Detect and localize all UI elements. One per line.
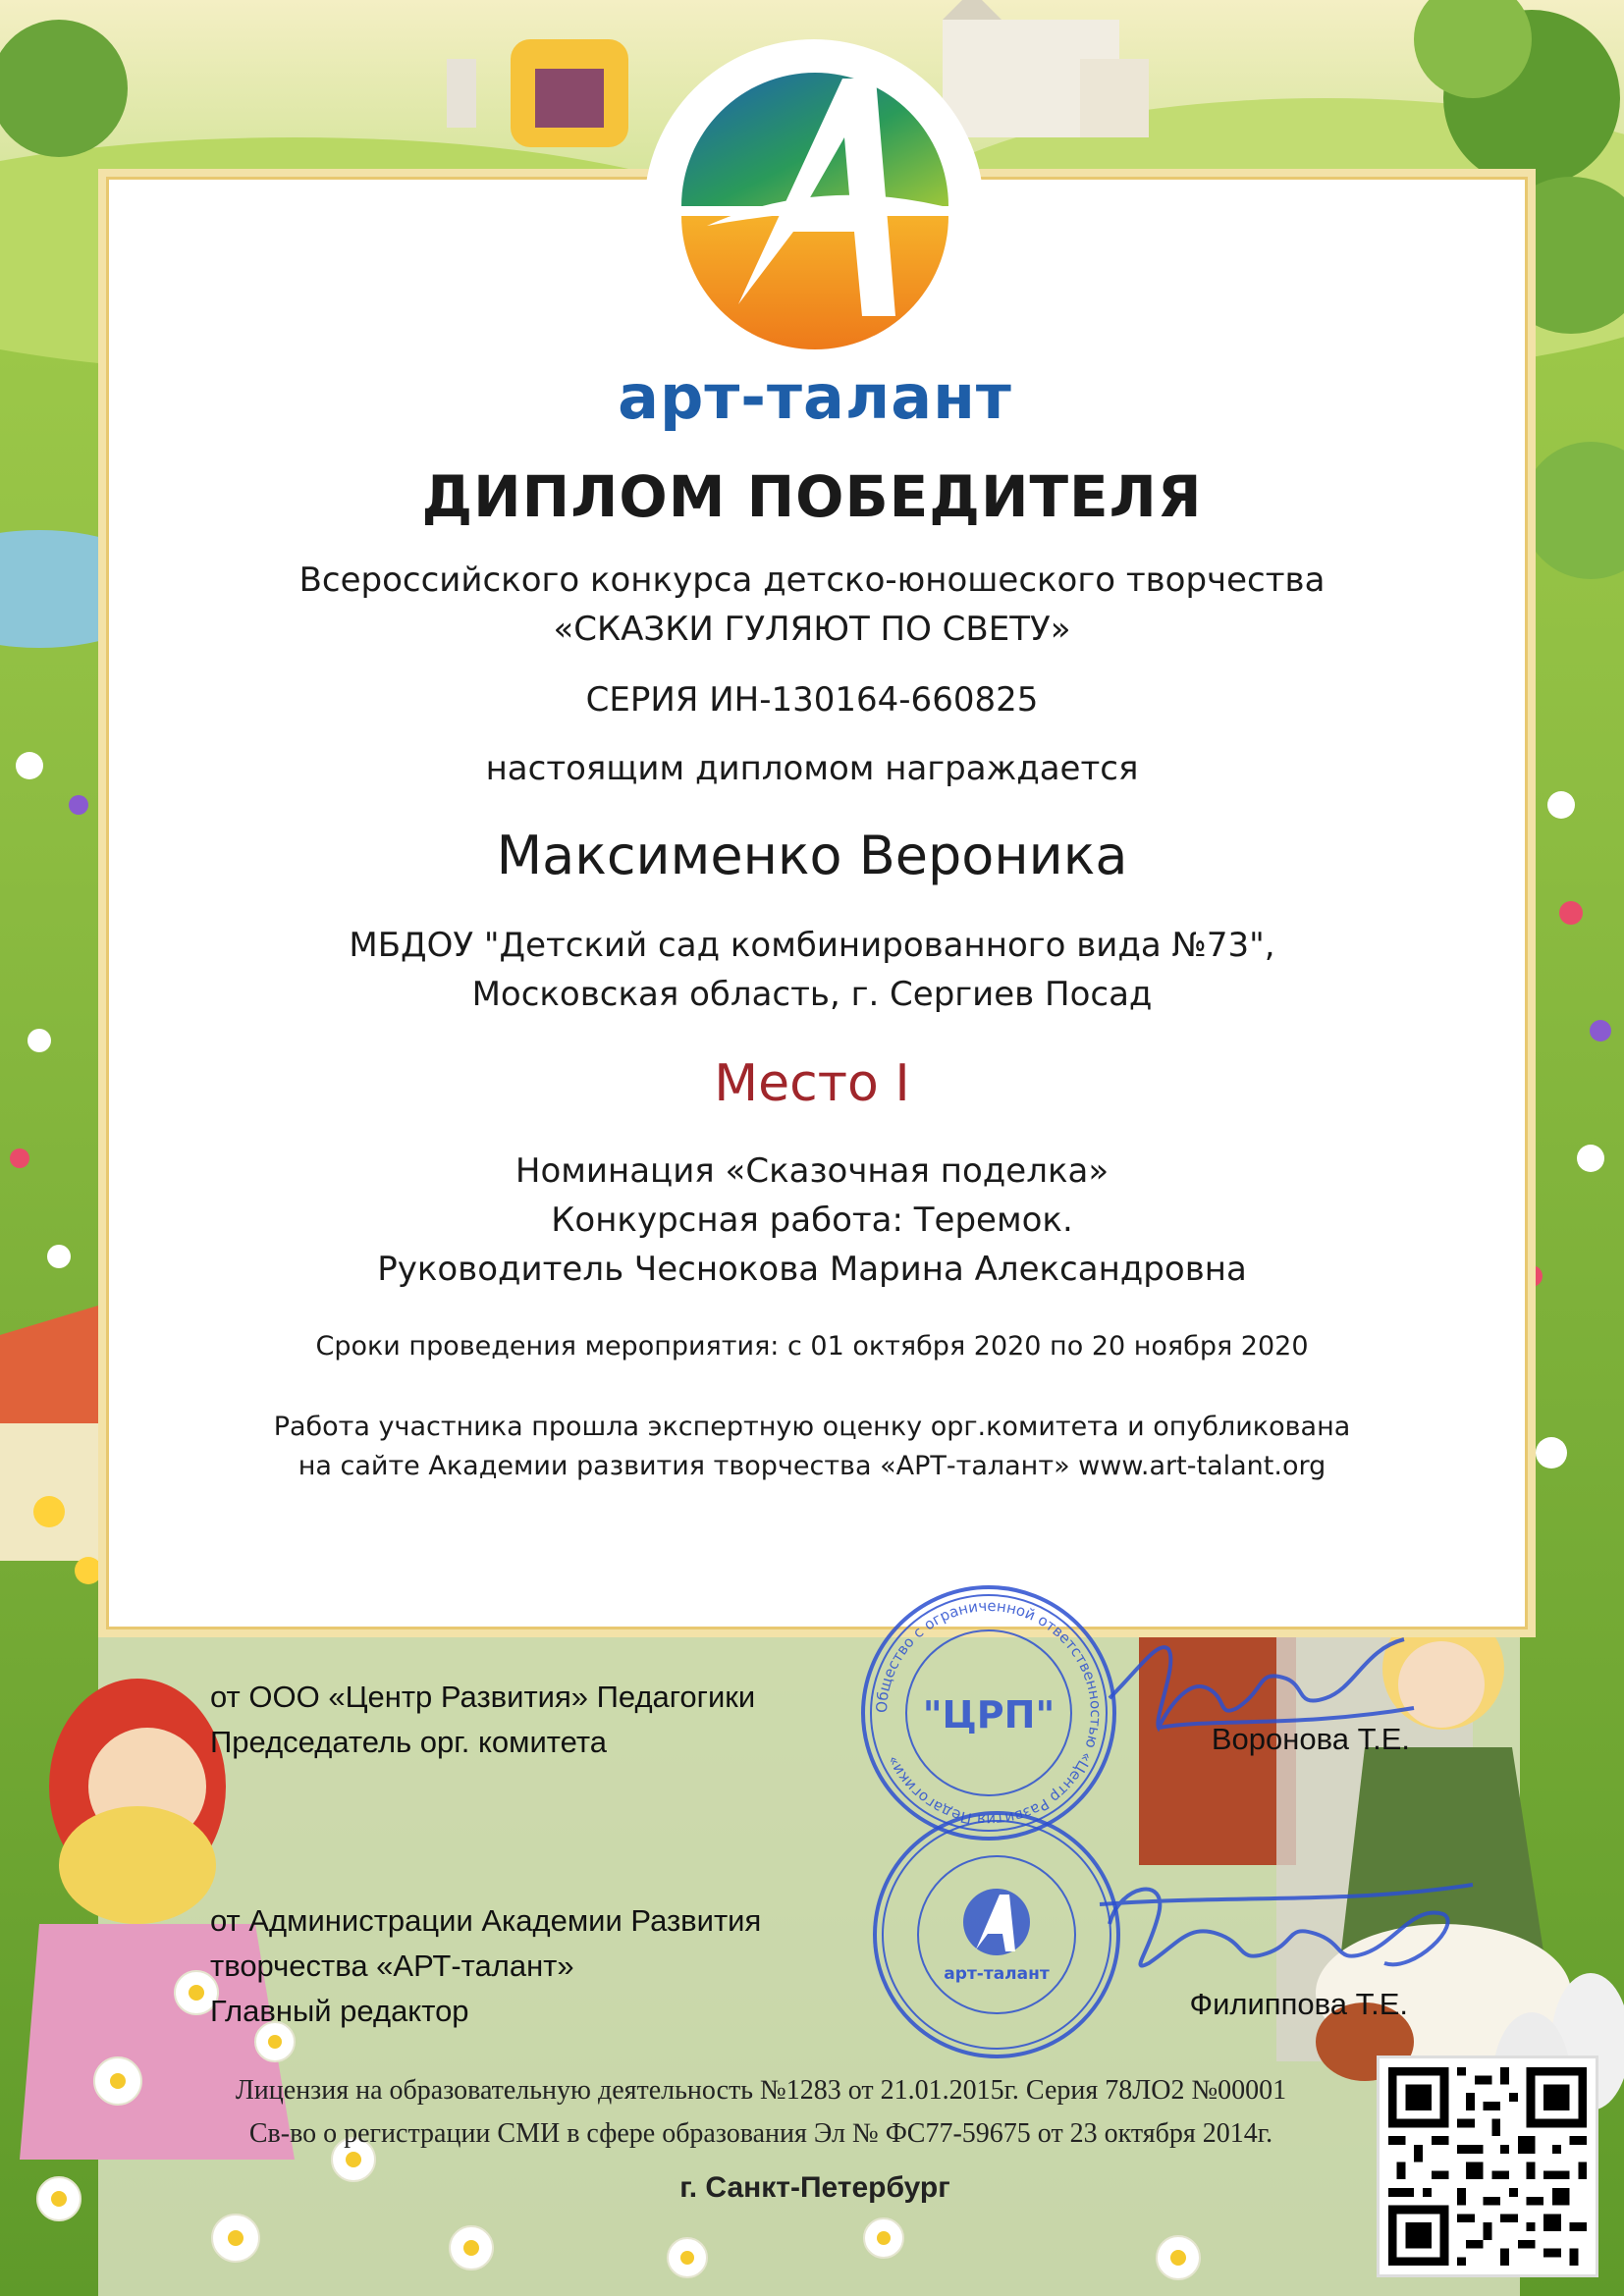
city: г. Санкт-Петербург	[679, 2171, 950, 2204]
awarded-text: настоящим дипломом награждается	[485, 749, 1139, 788]
logo-wordmark: арт-талант	[618, 361, 1012, 433]
signature-scribble-2	[1090, 1865, 1483, 2012]
work-details	[196, 1147, 1428, 1294]
supervisor: Руководитель Чеснокова Марина Александровна	[377, 1250, 1247, 1289]
organization	[196, 921, 1428, 1019]
qr-code[interactable]	[1377, 2056, 1598, 2277]
nomination: Номинация «Сказочная поделка»	[514, 1151, 1110, 1191]
contest-work: Конкурсная работа: Теремок.	[551, 1201, 1073, 1240]
signatory-2-name: Филиппова Т.Е.	[1189, 1987, 1408, 2021]
license-line-1: Лицензия на образовательную деятельность №1283 от 21.01.2015г. Серия 78ЛО2 №00001	[235, 2075, 1287, 2106]
license-line-2: Св-во о регистрации СМИ в сфере образования Эл № ФС77-59675 от 23 октября 2014г.	[248, 2118, 1273, 2149]
organization-line-1: МБДОУ "Детский сад комбинированного вида №73",	[349, 926, 1275, 965]
diploma-title: ДИПЛОМ ПОБЕДИТЕЛЯ	[421, 463, 1203, 530]
art-talant-stamp-text: арт-талант	[944, 1964, 1050, 1984]
event-dates: Сроки проведения мероприятия: с 01 октября 2020 по 20 ноября 2020	[315, 1331, 1309, 1362]
signature-2-line-3: Главный редактор	[210, 1994, 469, 2028]
signature-block-1	[210, 1675, 755, 1765]
publication-note-line-2: на сайте Академии развития творчества «АРТ-талант» www.art-talant.org	[298, 1451, 1326, 1481]
signature-scribble-1	[1100, 1610, 1424, 1767]
signature-1-line-2: Председатель орг. комитета	[210, 1725, 607, 1759]
signature-1-line-1: от ООО «Центр Развития» Педагогики	[210, 1680, 756, 1714]
signature-2-line-2: творчества «АРТ-талант»	[210, 1949, 574, 1983]
contest-line-2: «СКАЗКИ ГУЛЯЮТ ПО СВЕТУ»	[553, 610, 1071, 649]
stamp-logo-icon	[963, 1889, 1030, 1955]
art-talant-logo-icon	[668, 59, 962, 353]
signature-2-line-1: от Администрации Академии Развития	[210, 1903, 762, 1938]
signatory-1-name: Воронова Т.Е.	[1211, 1722, 1410, 1756]
organization-line-2: Московская область, г. Сергиев Посад	[471, 975, 1153, 1014]
license-info	[147, 2069, 1375, 2156]
crp-stamp-center-text: "ЦРП"	[922, 1693, 1056, 1736]
series-number: СЕРИЯ ИН-130164-660825	[585, 680, 1039, 720]
crp-stamp-ring-text: Общество с ограниченной ответственностью «Центр Развития Педагогики»	[872, 1596, 1106, 1830]
place-award: Место I	[714, 1054, 910, 1113]
publication-note	[196, 1408, 1428, 1486]
publication-note-line-1: Работа участника прошла экспертную оценку орг.комитета и опубликована	[273, 1412, 1351, 1442]
contest-name	[196, 556, 1428, 654]
qr-code-icon	[1380, 2058, 1596, 2274]
art-talant-stamp	[868, 1806, 1125, 2063]
signature-block-2	[210, 1898, 761, 2034]
recipient-name: Максименко Вероника	[496, 825, 1128, 886]
contest-line-1: Всероссийского конкурса детско-юношеского творчества	[298, 561, 1326, 600]
